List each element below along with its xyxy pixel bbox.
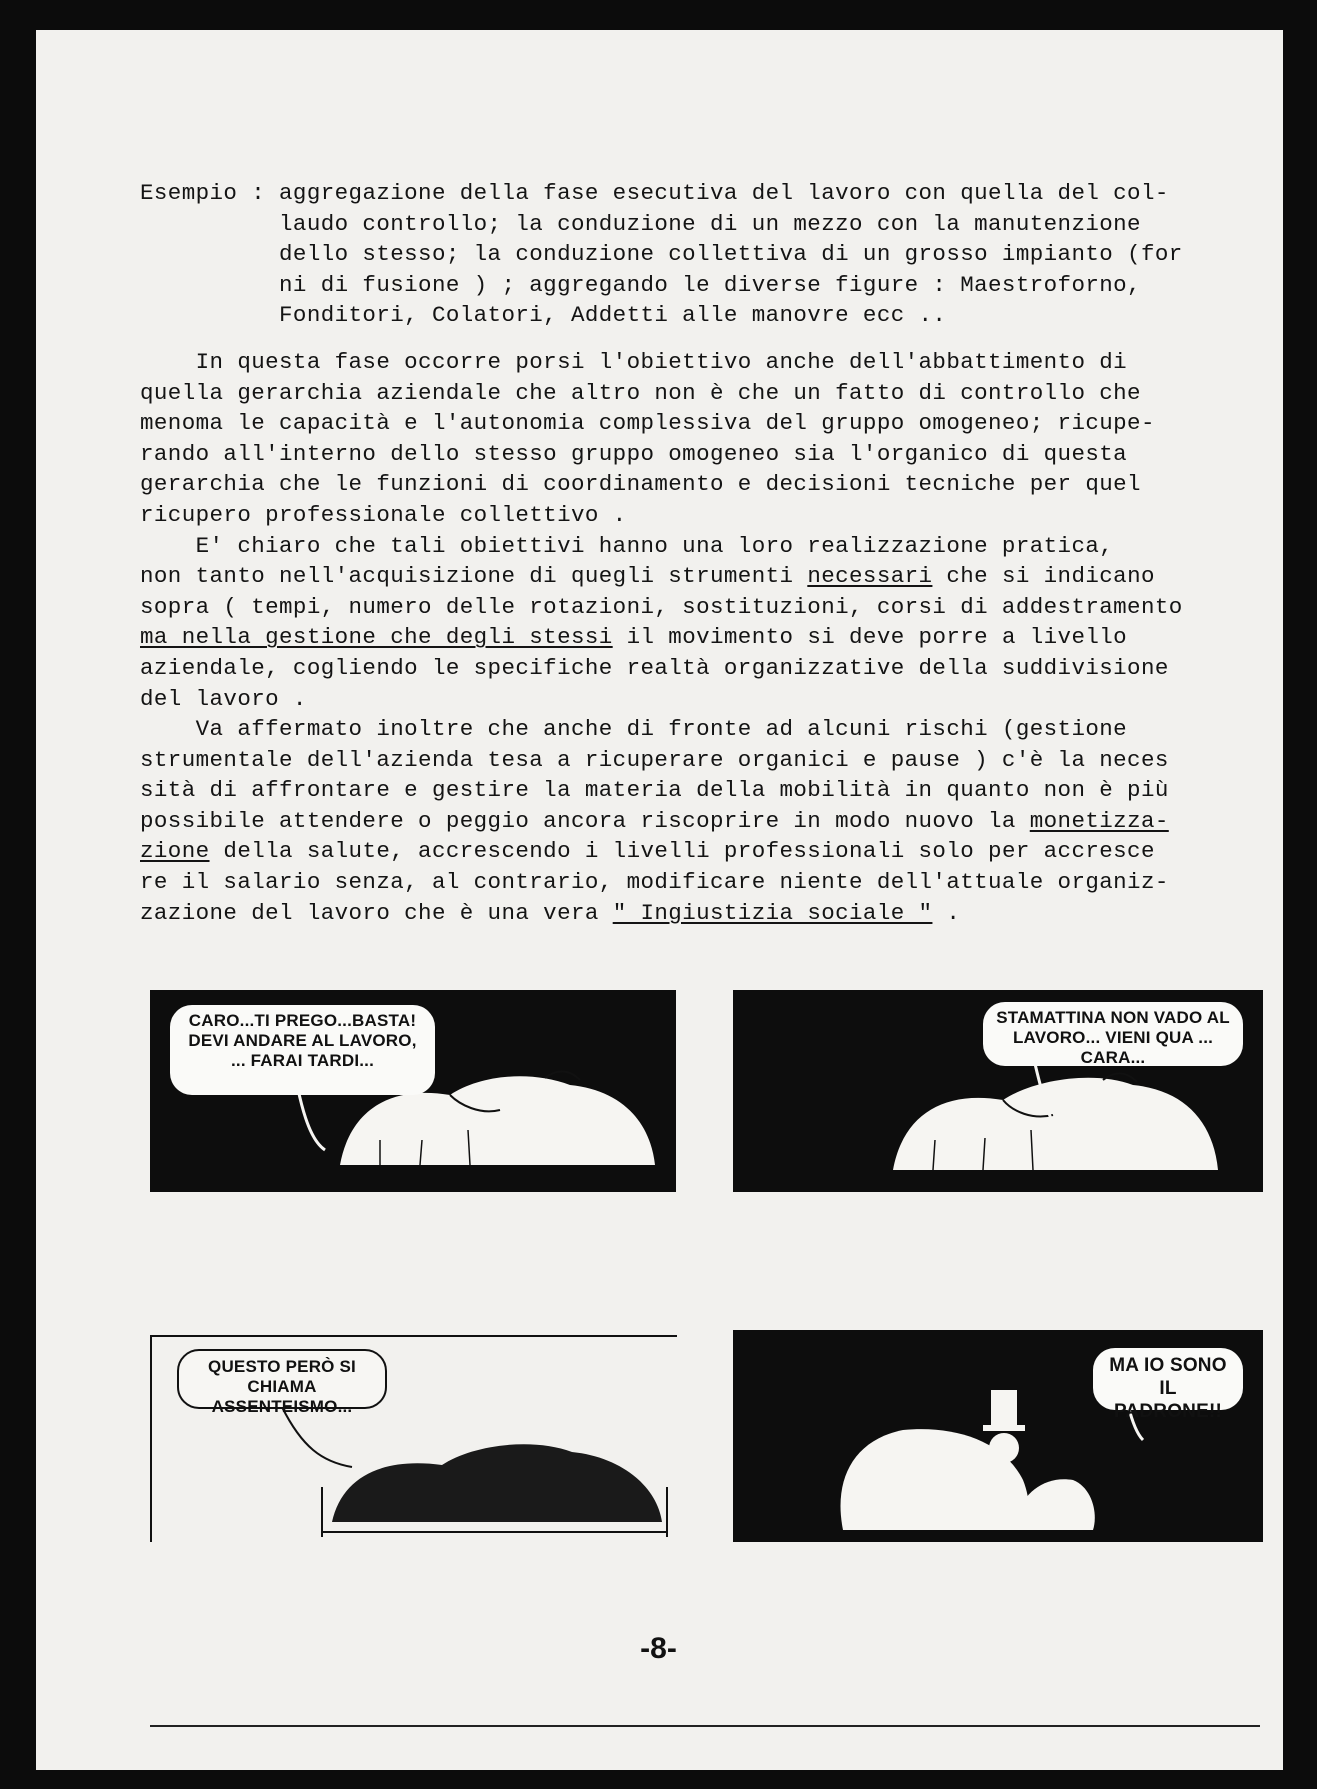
divider-line <box>150 1725 1260 1727</box>
body-text <box>140 178 1250 928</box>
text-line <box>140 684 1250 715</box>
text-line <box>140 209 1250 240</box>
comic-panel-2 <box>733 990 1263 1192</box>
line-text: strumentale dell'azienda tesa a ricuperare organici e pause ) c'è la neces <box>140 746 1169 773</box>
line-text: zazione del lavoro che è una vera <box>140 899 613 926</box>
comic-panel-4 <box>733 1330 1263 1542</box>
underlined-text: ma nella gestione che degli stessi <box>140 624 613 651</box>
line-text: ricupero professionale collettivo . <box>140 501 627 528</box>
comic-panel-1 <box>150 990 676 1192</box>
line-text: laudo controllo; la conduzione di un mezzo con la manutenzione <box>140 210 1141 237</box>
example-label: Esempio : <box>140 180 266 206</box>
line-text: non tanto nell'acquisizione di quegli strumenti <box>140 563 808 590</box>
text-line <box>140 239 1250 270</box>
text-line <box>140 898 1250 929</box>
text-line <box>140 561 1250 592</box>
line-text: il movimento si deve porre a livello <box>612 624 1128 651</box>
line-text: . <box>932 899 961 926</box>
line-text: Fonditori, Colatori, Addetti alle manovre ecc .. <box>140 302 947 329</box>
text-line <box>140 408 1250 439</box>
line-text: sopra ( tempi, numero delle rotazioni, sostituzioni, corsi di addestramento <box>140 593 1183 620</box>
text-line <box>140 745 1250 776</box>
line-text: che si indicano <box>932 563 1155 590</box>
text-line <box>140 469 1250 500</box>
text-line <box>140 867 1250 898</box>
text-line <box>140 178 1250 209</box>
text-line <box>140 806 1250 837</box>
line-text: menoma le capacità e l'autonomia complessiva del gruppo omogeneo; ricupe- <box>140 410 1155 437</box>
text-line <box>140 775 1250 806</box>
text-line <box>140 439 1250 470</box>
line-text: re il salario senza, al contrario, modificare niente dell'attuale organiz- <box>140 869 1169 896</box>
line-text: rando all'interno dello stesso gruppo omogeneo sia l'organico di questa <box>140 440 1128 467</box>
text-line <box>140 531 1250 562</box>
text-line <box>140 347 1250 378</box>
line-text: gerarchia che le funzioni di coordinamento e decisioni tecniche per quel <box>140 471 1141 498</box>
text-line <box>140 270 1250 301</box>
text-line <box>140 653 1250 684</box>
text-line <box>140 300 1250 331</box>
line-text: aggregazione della fase esecutiva del lavoro con quella del col- <box>265 180 1169 206</box>
text-line <box>140 500 1250 531</box>
line-text: ni di fusione ) ; aggregando le diverse figure : Maestroforno, <box>140 271 1141 298</box>
text-line <box>140 836 1250 867</box>
text-line <box>140 714 1250 745</box>
line-text: aziendale, cogliendo le specifiche realtà organizzative della suddivisione <box>140 654 1169 681</box>
paragraph-gap <box>140 331 1250 347</box>
text-line <box>140 622 1250 653</box>
text-line <box>140 378 1250 409</box>
line-text: della salute, accrescendo i livelli professionali solo per accresce <box>209 838 1155 865</box>
underlined-text: " Ingiustizia sociale " <box>612 899 933 926</box>
line-text: E' chiaro che tali obiettivi hanno una loro realizzazione pratica, <box>140 532 1114 559</box>
text-line <box>140 592 1250 623</box>
underlined-text: monetizza- <box>1029 807 1169 834</box>
line-text: possibile attendere o peggio ancora riscoprire in modo nuovo la <box>140 807 1030 834</box>
line-text: In questa fase occorre porsi l'obiettivo anche dell'abbattimento di <box>140 348 1128 375</box>
speech-bubble-1: CARO...TI PREGO...BASTA! DEVI ANDARE AL LAVORO, ... FARAI TARDI... <box>170 1005 435 1095</box>
comic-panel-3 <box>150 1335 677 1542</box>
line-text: del lavoro . <box>140 685 307 712</box>
underlined-text: zione <box>140 838 210 865</box>
speech-bubble-4: MA IO SONO IL PADRONE!! <box>1093 1348 1243 1410</box>
underlined-text: necessari <box>807 563 933 590</box>
speech-bubble-2: STAMATTINA NON VADO AL LAVORO... VIENI QUA ... CARA... <box>983 1002 1243 1066</box>
page-number: -8- <box>640 1632 677 1665</box>
line-text: dello stesso; la conduzione collettiva di un grosso impianto (for <box>140 241 1183 268</box>
line-text: sità di affrontare e gestire la materia della mobilità in quanto non è più <box>140 777 1169 804</box>
line-text: Va affermato inoltre che anche di fronte ad alcuni rischi (gestione <box>140 716 1128 743</box>
line-text: quella gerarchia aziendale che altro non è che un fatto di controllo che <box>140 379 1141 406</box>
speech-bubble-3: QUESTO PERÒ SI CHIAMA ASSENTEISMO... <box>177 1349 387 1409</box>
